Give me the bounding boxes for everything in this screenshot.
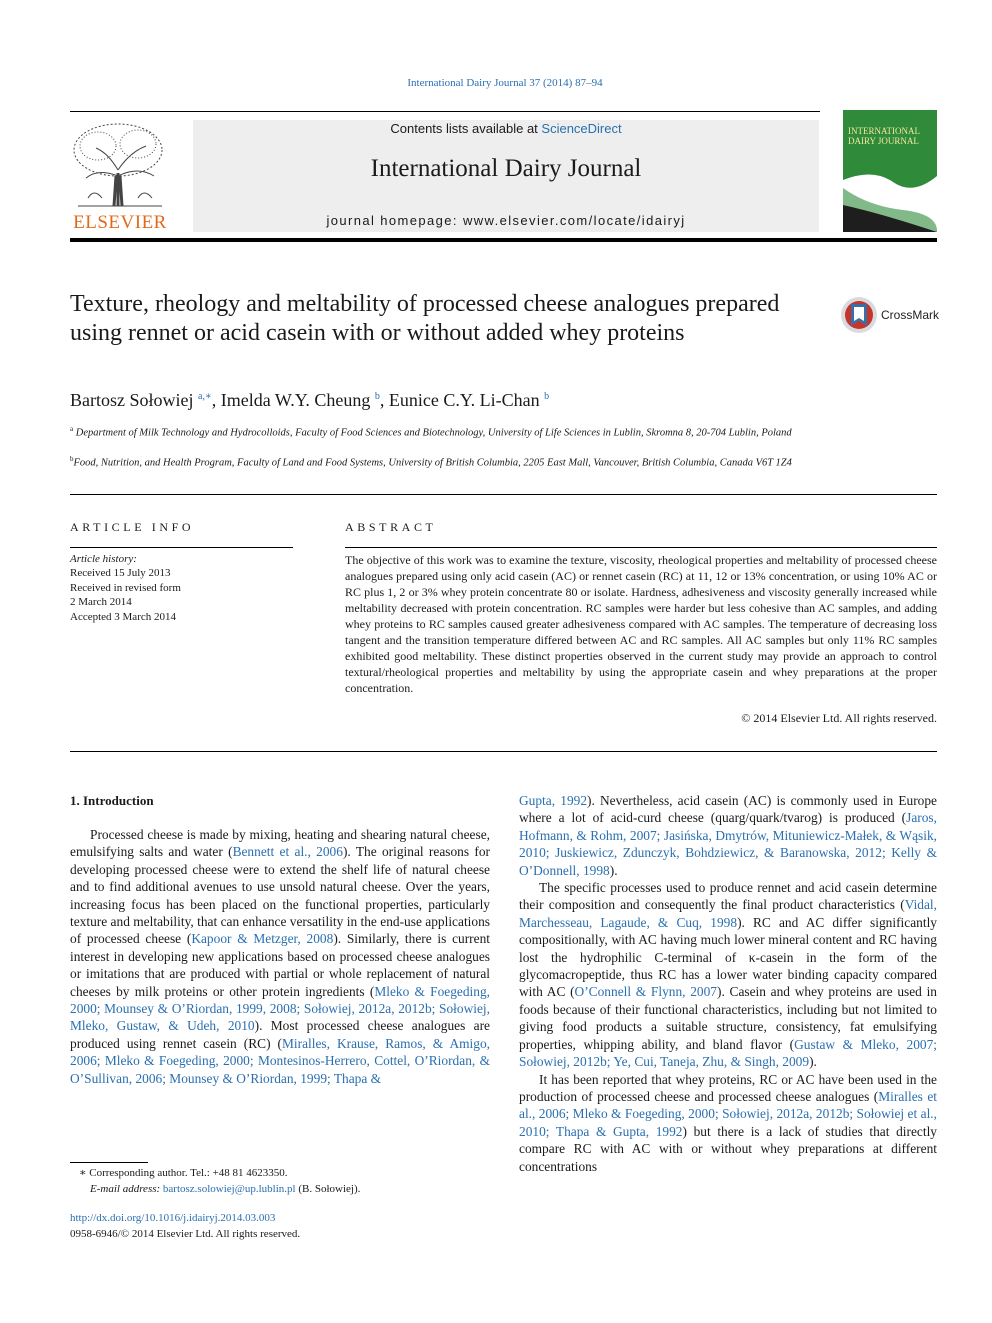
author-affiliation-mark: b	[374, 391, 380, 402]
author[interactable]	[389, 390, 549, 410]
body-text: ).	[609, 862, 618, 878]
section-rule	[70, 494, 937, 495]
journal-homepage[interactable]: journal homepage: www.elsevier.com/locate/idairyj	[326, 213, 686, 228]
footnote-rule	[70, 1162, 148, 1163]
author-email-link[interactable]: bartosz.solowiej@up.lublin.pl	[162, 1183, 296, 1195]
header-thick-rule	[70, 238, 937, 242]
journal-cover-image[interactable]	[843, 110, 937, 232]
author-affiliation-mark: b	[544, 391, 550, 402]
contents-prefix: Contents lists available at	[390, 121, 542, 136]
article-history	[70, 552, 290, 624]
body-text: It has been reported that whey proteins, RC or AC have been used in the production of processed cheese and processed cheese analogues (	[519, 1071, 937, 1104]
body-text: The specific processes used to produce rennet and acid casein determine their composition and consequently the final product characteristics (	[519, 880, 937, 913]
corresponding-author: Corresponding author. Tel.: +48 81 4623350.	[89, 1167, 288, 1179]
reference-link[interactable]: Kapoor & Metzger, 2008	[191, 931, 334, 947]
journal-name: International Dairy Journal	[370, 155, 642, 182]
contents-line	[193, 121, 819, 136]
body-text: ). Most processed cheese analogues are produced using rennet casein (RC) (	[70, 1018, 491, 1051]
body-text: ). The original reasons for developing processed cheese were to extend the shelf life of natural cheese and to find additional avenues to use unsold natural cheese. Over the years, increasing focus has been placed on the functional properties, particularly texture and meltability, that can enhance versatility in the end-use applications of processed cheese (	[70, 844, 491, 947]
doi-block	[70, 1210, 490, 1242]
introduction-heading: 1. Introduction	[70, 793, 154, 808]
affiliation-text: Department of Milk Technology and Hydrocolloids, Faculty of Food Sciences and Biotechnology, University of Life Sciences in Lublin, Skromna 8, 20-704 Lublin, Poland	[75, 427, 792, 439]
sciencedirect-link[interactable]: ScienceDirect	[541, 121, 622, 136]
body-column-left	[70, 826, 490, 1087]
affiliation-text: Food, Nutrition, and Health Program, Faculty of Land and Food Systems, University of British Columbia, 2205 East Mall, Vancouver, British Columbia, Canada V6T 1Z4	[73, 457, 792, 469]
history-label: Article history:	[70, 553, 137, 565]
email-label: E-mail address:	[90, 1183, 161, 1195]
body-column-right	[519, 792, 937, 1175]
abstract-copyright: © 2014 Elsevier Ltd. All rights reserved.	[741, 711, 937, 725]
footnote	[70, 1165, 490, 1197]
journal-citation[interactable]: International Dairy Journal 37 (2014) 87–94	[407, 77, 603, 89]
affiliation-mark: a	[70, 425, 74, 433]
author-affiliation-mark: a,∗	[198, 391, 212, 402]
body-text: Processed cheese is made by mixing, heating and shearing natural cheese, emulsifying salts and water (	[70, 827, 490, 860]
author-separator: ,	[379, 390, 389, 410]
reference-link[interactable]: Gustaw & Mleko, 2007; Sołowiej, 2012b; Ye, Cui, Taneja, Zhu, & Singh, 2009	[519, 1036, 937, 1070]
abstract-heading: ABSTRACT	[345, 520, 437, 534]
cover-title: INTERNATIONAL DAIRY JOURNAL	[848, 126, 920, 146]
crossmark-label: CrossMark	[881, 308, 940, 322]
reference-link[interactable]: Bennett et al., 2006	[232, 844, 343, 860]
body-text: ). Similarly, there is current interest in developing new applications based on processed cheese analogues or imitations that are produced with partial or whole replacement of natural cheeses by milk proteins or other protein ingredients (	[70, 931, 490, 999]
section-rule	[70, 751, 937, 752]
crossmark-badge[interactable]	[840, 296, 940, 336]
body-paragraph	[519, 792, 937, 879]
body-paragraph	[519, 879, 937, 1070]
author[interactable]	[221, 390, 389, 410]
reference-link[interactable]: Miralles, Krause, Ramos, & Amigo, 2006; Mleko & Foegeding, 2000; Montesinos-Herrero, Cottel, O’Riordan, & O’Sullivan, 2006; Mounsey & O’Riordan, 1999; Thapa &	[70, 1035, 491, 1086]
abstract-rule	[345, 547, 937, 548]
article-title: Texture, rheology and meltability of processed cheese analogues prepared using rennet or acid casein with or without added whey proteins	[70, 291, 780, 346]
author-name: Eunice C.Y. Li-Chan	[388, 390, 540, 410]
body-paragraph	[519, 1071, 937, 1175]
reference-link[interactable]: Miralles et al., 2006; Mleko & Foegeding, 2000; Sołowiej, 2012a, 2012b; Sołowiej et al., 2010; Thapa & Gupta, 1992	[519, 1088, 937, 1139]
reference-link[interactable]: O’Connell & Flynn, 2007	[574, 984, 717, 1000]
article-info-heading: ARTICLE INFO	[70, 520, 195, 534]
body-paragraph	[70, 826, 490, 1087]
elsevier-wordmark: ELSEVIER	[73, 212, 167, 233]
doi-link[interactable]: http://dx.doi.org/10.1016/j.idairyj.2014.03.003	[70, 1212, 276, 1224]
body-text: ). RC and AC differ significantly compositionally, with AC having much lower mineral content and RC having lost the hydrophilic C-terminal of κ-casein in the form of the glycomacropeptide, thus RC has a lower water binding capacity compared with AC (	[519, 914, 937, 1000]
history-line: Accepted 3 March 2014	[70, 610, 176, 623]
abstract-text: The objective of this work was to examine the texture, viscosity, rheological properties and meltability of processed cheese analogues prepared using only acid casein (AC) or rennet casein (RC) at 11, 12 or 13% concentration, or using 10% AC or RC plus 1, 2 or 3% whey protein concentrate 80 or isolate. Hardness, adhesiveness and viscosity generally increased while meltability decreased with protein concentration. RC samples were harder but less cohesive than AC samples, and adding whey proteins to RC samples caused greater adhesiveness compared with AC samples. The temperature of decreasing loss tangent and the transition temperature differed between AC and RC samples. All AC samples but only 11% RC samples exhibited good meltability. These distinct properties observed in the current study may provide an approach to control textural/rheological properties and meltability by using the appropriate casein and whey preparations at the proper concentration.	[345, 553, 937, 695]
affiliation	[70, 452, 830, 471]
body-text: ). Casein and whey proteins are used in foods because of their functional characteristics, including but not limited to giving food products a suitable structure, consistency, fat emulsifying properties, whipping ability, and bland flavor (	[519, 984, 937, 1052]
issn-line: 0958-6946/© 2014 Elsevier Ltd. All rights reserved.	[70, 1228, 301, 1240]
reference-link[interactable]: Jaros, Hofmann, & Rohm, 2007; Jasińska, Dmytrów, Mituniewicz-Małek, & Wąsik, 2010; Juskiewicz, Zdunczyk, Bohdziewicz, & Baranowska, 2012; Kelly & O’Donnell, 1998	[519, 810, 937, 878]
history-line: Received in revised form	[70, 581, 181, 594]
footnote-mark: ∗	[79, 1167, 87, 1179]
author-separator: ,	[211, 390, 221, 410]
history-line: Received 15 July 2013	[70, 567, 171, 580]
author-name: Imelda W.Y. Cheung	[220, 390, 371, 410]
author[interactable]	[70, 390, 221, 410]
reference-link[interactable]: Gupta, 1992	[519, 793, 588, 808]
author-name: Bartosz Sołowiej	[70, 390, 194, 410]
header-rule	[70, 111, 820, 112]
history-line: 2 March 2014	[70, 596, 132, 609]
body-text: ).	[809, 1054, 817, 1070]
article-info-rule	[70, 547, 293, 548]
email-suffix: (B. Sołowiej).	[295, 1183, 361, 1195]
reference-link[interactable]: Vidal, Marchesseau, Lagaude, & Cuq, 1998	[519, 897, 937, 930]
body-text: ) but there is a lack of studies that directly compare RC with AC with or without whey preparations at different concentrations	[519, 1123, 937, 1174]
affiliation-mark: b	[70, 455, 74, 463]
reference-link[interactable]: Mleko & Foegeding, 2000; Mounsey & O’Riordan, 1999, 2008; Sołowiej, 2012a, 2012b; Sołowiej, Mleko, Gustaw, & Udeh, 2010	[70, 983, 491, 1034]
author-list	[70, 390, 549, 411]
body-text: ). Nevertheless, acid casein (AC) is commonly used in Europe where a lot of acid-curd cheese (quarg/quark/tvarog) is produced (	[519, 793, 937, 826]
affiliation	[70, 422, 830, 441]
